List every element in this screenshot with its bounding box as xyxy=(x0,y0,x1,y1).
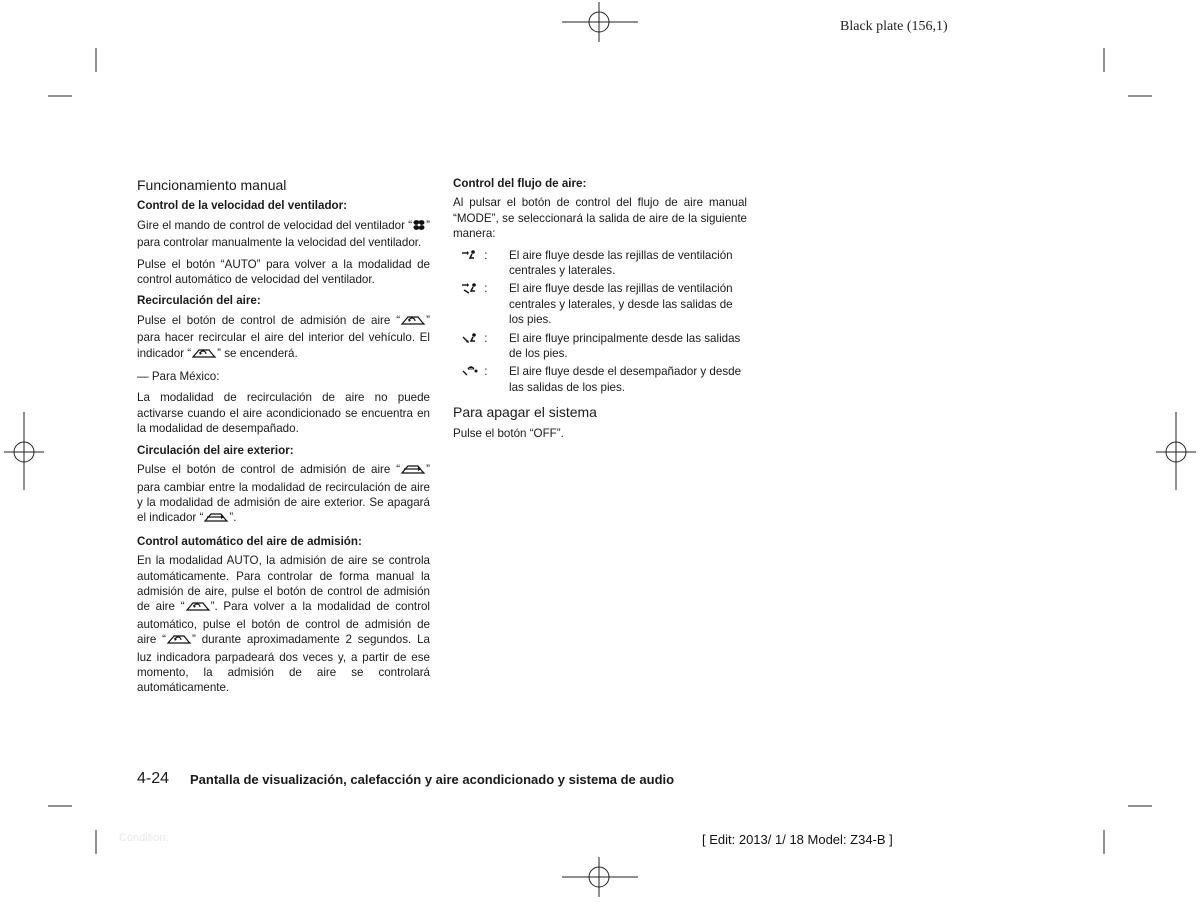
recirculation-icon xyxy=(166,633,192,649)
recirculation-icon xyxy=(185,600,211,616)
condition-label: Condition: xyxy=(119,832,169,844)
outside-air-icon xyxy=(203,511,229,527)
airflow-intro: Al pulsar el botón de control del flujo de aire manual “MODE”, se seleccionará la salida de aire de la siguiente manera: xyxy=(453,196,747,241)
chapter-title: Pantalla de visualización, calefacción y aire acondicionado y sistema de audio xyxy=(190,772,675,787)
recirculation-icon xyxy=(400,314,426,330)
defrost-foot-icon xyxy=(461,365,481,381)
list-item: : El aire fluye desde las rejillas de ventilación centrales y laterales, y desde las salidas de los pies. xyxy=(453,281,747,327)
recirculation-paragraph: Pulse el botón de control de admisión de aire “ ” para hacer recircular el aire del interior del vehículo. El indicador “ ” se encenderá. xyxy=(137,313,430,363)
fan-icon xyxy=(412,219,426,235)
edit-info: [ Edit: 2013/ 1/ 18 Model: Z34-B ] xyxy=(702,832,893,847)
plate-label: Black plate (156,1) xyxy=(840,19,948,34)
outside-air-icon xyxy=(400,463,426,479)
airflow-mode-list xyxy=(453,248,747,396)
fan-speed-paragraph: Gire el mando de control de velocidad del ventilador “ ” para controlar manualmente la velocidad del ventilador. xyxy=(137,218,430,250)
list-item: : El aire fluye desde las rejillas de ventilación centrales y laterales. xyxy=(453,248,747,279)
auto-intake-heading: Control automático del aire de admisión: xyxy=(137,534,362,548)
recirculation-icon xyxy=(191,347,217,363)
mexico-note: — Para México: xyxy=(137,370,220,384)
right-column xyxy=(453,176,747,447)
vent-icon xyxy=(461,249,481,265)
outside-air-paragraph: Pulse el botón de control de admisión de aire “ ” para cambiar entre la modalidad de recirculación de aire y la modalidad de admisión de aire exterior. Se apagará el indicador “ ”. xyxy=(137,462,430,528)
left-column xyxy=(137,176,430,702)
bi-level-icon xyxy=(461,282,481,298)
foot-icon xyxy=(461,332,481,348)
defrost-note-paragraph: La modalidad de recirculación de aire no puede activarse cuando el aire acondicionado se encuentra en la modalidad de desempañado. xyxy=(137,391,430,436)
fan-speed-heading: Control de la velocidad del ventilador: xyxy=(137,199,348,213)
page-number: 4-24 xyxy=(137,770,170,787)
airflow-heading: Control del flujo de aire: xyxy=(453,177,587,190)
section-title-off: Para apagar el sistema xyxy=(453,404,597,421)
recirculation-heading: Recirculación del aire: xyxy=(137,294,261,308)
auto-fan-paragraph: Pulse el botón “AUTO” para volver a la modalidad de control automático de velocidad del ventilador. xyxy=(137,257,430,287)
section-title-manual: Funcionamiento manual xyxy=(137,177,287,193)
list-item: : El aire fluye desde el desempañador y desde las salidas de los pies. xyxy=(453,364,747,395)
auto-intake-paragraph: En la modalidad AUTO, la admisión de aire se controla automáticamente. Para controlar de forma manual la admisión de aire, pulse el botón de control de admisión de aire “ ”. Para volver a la modalidad de control automático, pulse el botón de control de admisión de aire “ ” durante aproximadamente 2 segundos. La luz indicadora parpadeará dos veces y, a partir de ese momento, la admisión de aire se controlará automáticamente. xyxy=(137,554,430,695)
off-paragraph: Pulse el botón “OFF”. xyxy=(453,426,564,440)
list-item: : El aire fluye principalmente desde las salidas de los pies. xyxy=(453,331,747,362)
outside-air-heading: Circulación del aire exterior: xyxy=(137,443,294,457)
